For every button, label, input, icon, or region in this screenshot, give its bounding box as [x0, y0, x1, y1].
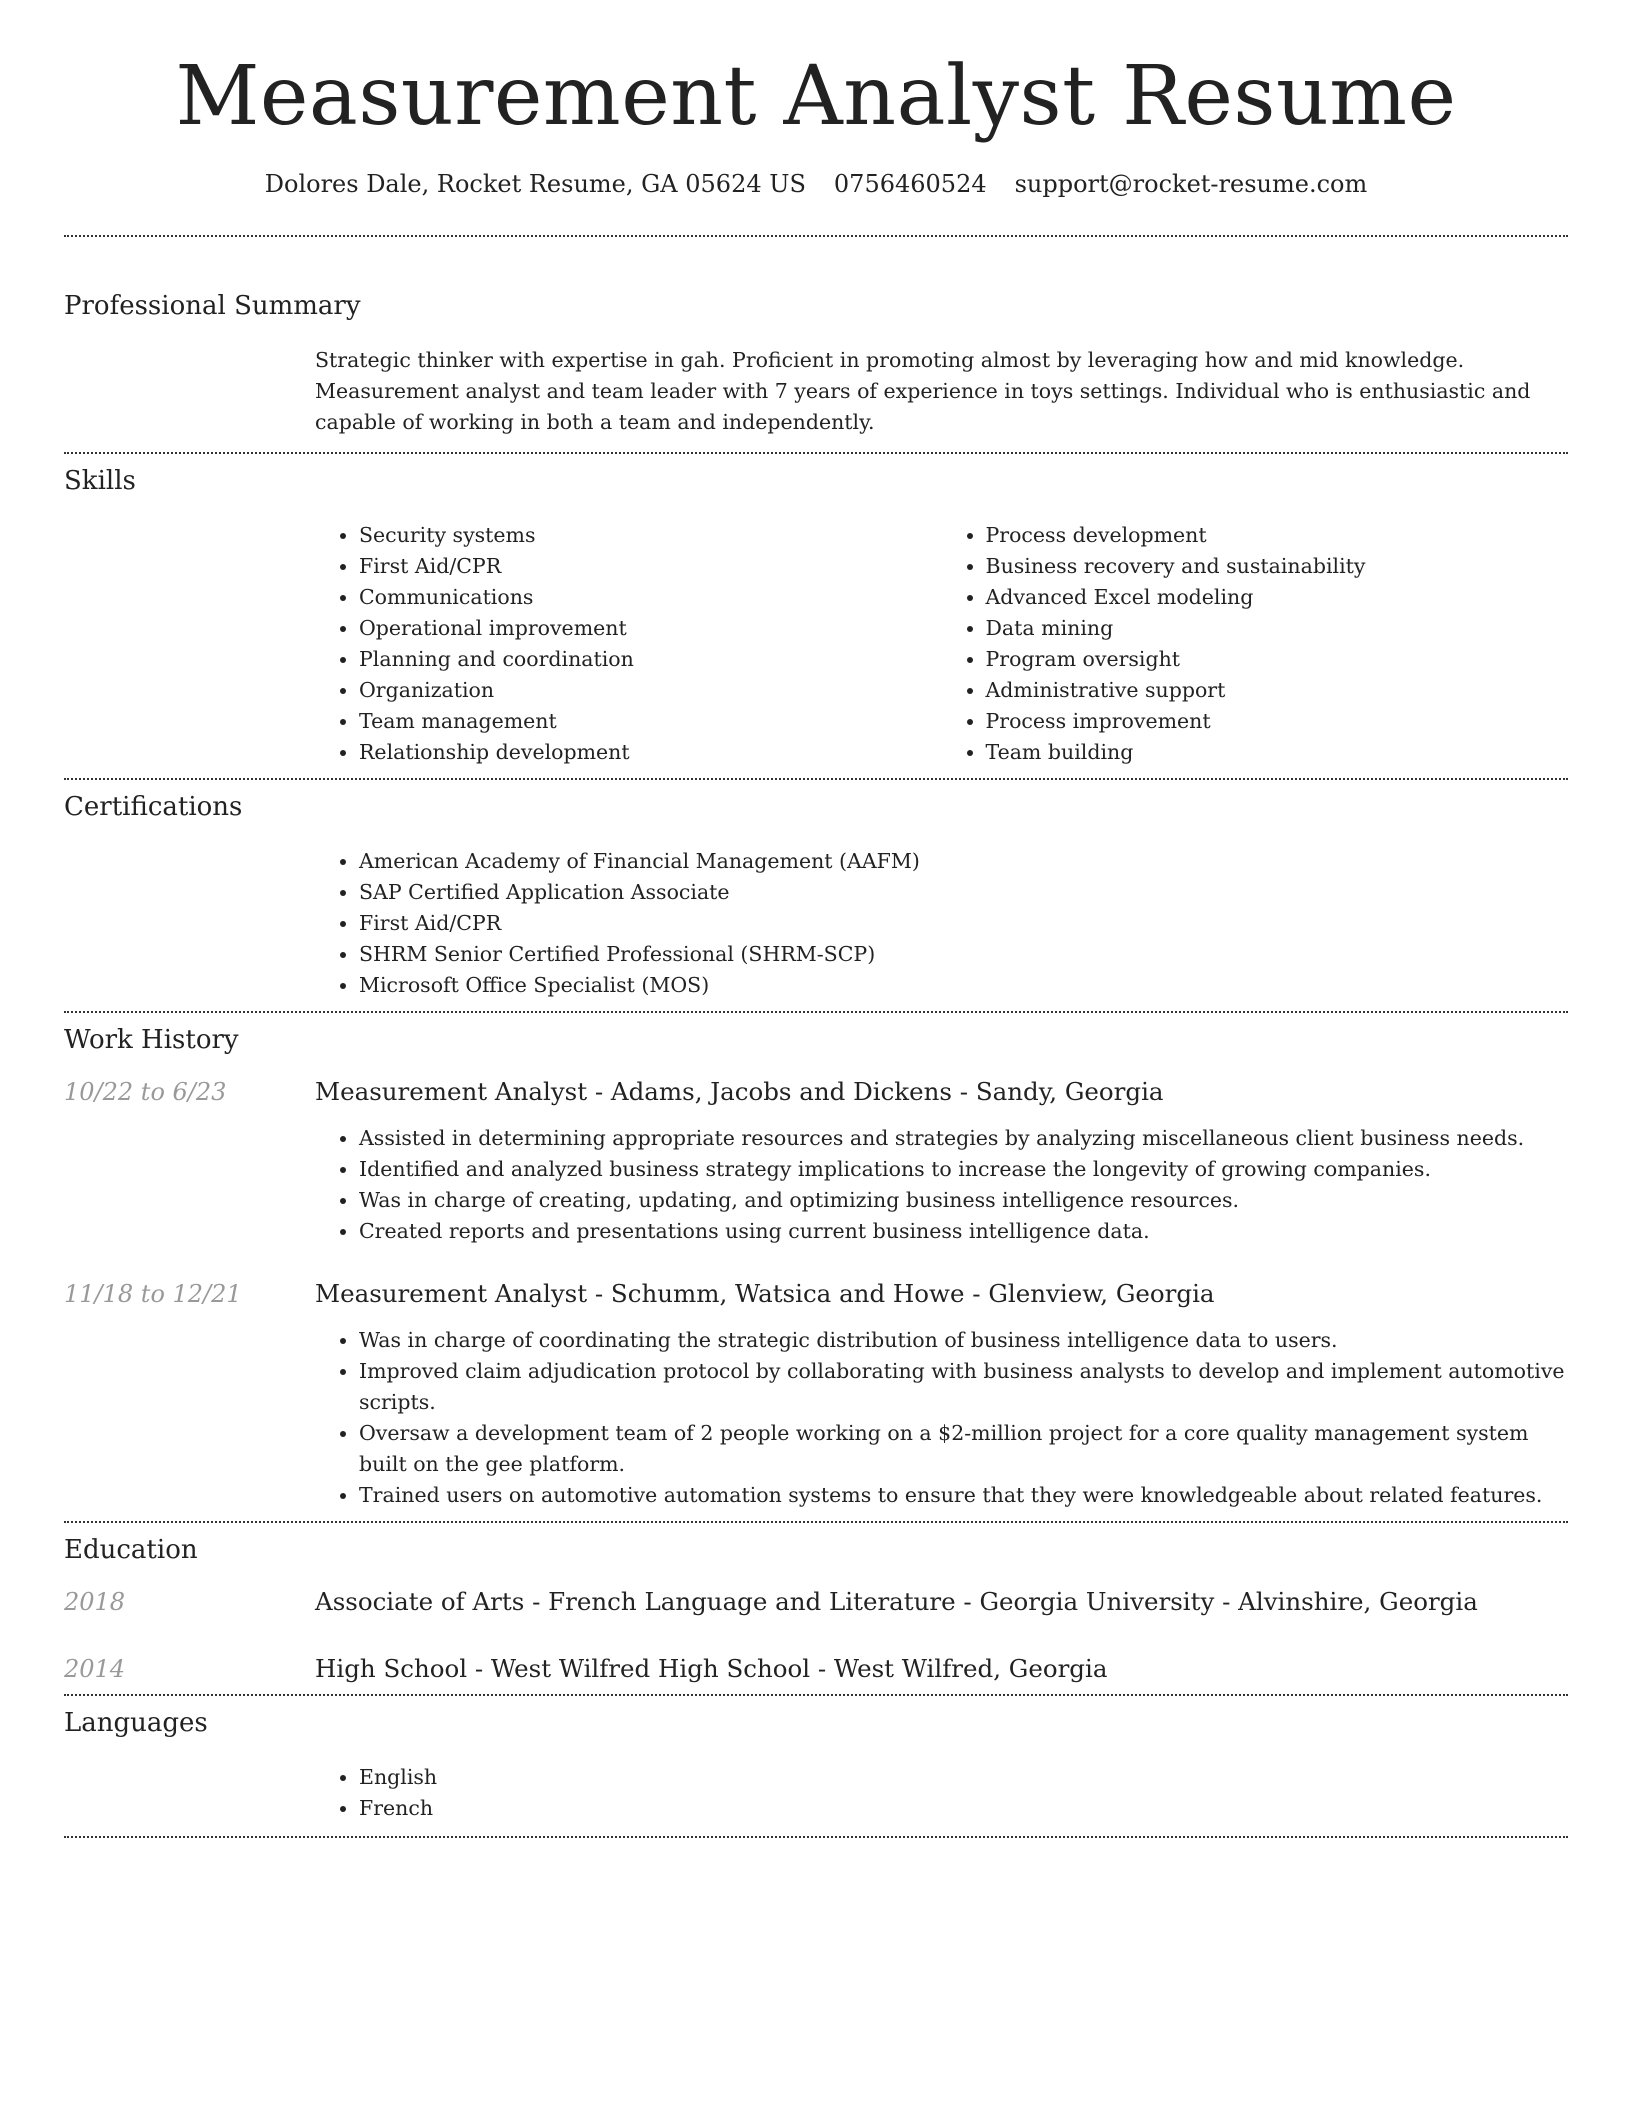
education-degree: Associate of Arts	[315, 1586, 525, 1616]
skills-section	[64, 454, 1568, 778]
skills-list-left	[315, 520, 942, 768]
list-item: • Identified and analyzed business strategy implications to increase the longevity of growing companies.	[359, 1154, 1568, 1185]
list-item: • Trained users on automotive automation systems to ensure that they were knowledgeable about related features.	[359, 1480, 1568, 1511]
list-item: • SHRM Senior Certified Professional (SHRM-SCP)	[359, 939, 1568, 970]
list-item: • Organization	[359, 675, 942, 706]
list-item: • Administrative support	[986, 675, 1569, 706]
education-degree: High School	[315, 1653, 468, 1683]
list-item: • Program oversight	[986, 644, 1569, 675]
education-line	[315, 1654, 1107, 1684]
skills-heading: Skills	[64, 465, 136, 496]
job-bullet-list	[315, 1325, 1568, 1511]
job-bullets	[315, 1325, 1568, 1511]
job-title-line	[315, 1279, 1215, 1309]
summary-text: Strategic thinker with expertise in gah. Proficient in promoting almost by leveraging how and mid knowledge. Measurement analyst and team leader with 7 years of experience in toys settings. Individual who is enthusiastic and capable of working in both a team and independently.	[315, 347, 1531, 434]
list-item: • Planning and coordination	[359, 644, 942, 675]
list-item: • Was in charge of creating, updating, and optimizing business intelligence resources.	[359, 1185, 1568, 1216]
list-item: • Process improvement	[986, 706, 1569, 737]
list-item: • Team management	[359, 706, 942, 737]
skills-columns	[315, 520, 1568, 768]
job-employer: - Schumm, Watsica and Howe - Glenview, Georgia	[587, 1278, 1215, 1308]
languages-body	[315, 1762, 1568, 1824]
list-item: • English	[359, 1762, 1568, 1793]
work-section	[64, 1013, 1568, 1521]
certifications-heading: Certifications	[64, 791, 243, 822]
list-item: • Relationship development	[359, 737, 942, 768]
list-item: • Process development	[986, 520, 1569, 551]
list-item: • First Aid/CPR	[359, 908, 1568, 939]
summary-section	[64, 237, 1568, 452]
job-dates: 10/22 to 6/23	[64, 1077, 227, 1106]
list-item: • Communications	[359, 582, 942, 613]
job-title: Measurement Analyst	[315, 1278, 588, 1308]
list-item: • Improved claim adjudication protocol by collaborating with business analysts to develop and implement automotive scripts.	[359, 1356, 1568, 1418]
contact-phone: 0756460524	[833, 170, 987, 199]
education-year: 2014	[64, 1654, 126, 1683]
certifications-list	[315, 846, 1568, 1001]
list-item: • Assisted in determining appropriate resources and strategies by analyzing miscellaneous client business needs.	[359, 1123, 1568, 1154]
education-entry	[64, 1587, 1568, 1617]
list-item: • First Aid/CPR	[359, 551, 942, 582]
job-employer: - Adams, Jacobs and Dickens - Sandy, Georgia	[587, 1076, 1164, 1106]
languages-section	[64, 1696, 1568, 1836]
skills-list-right	[942, 520, 1569, 768]
job-entry	[64, 1077, 1568, 1247]
job-header	[64, 1279, 1568, 1309]
education-heading: Education	[64, 1534, 198, 1565]
contact-line	[64, 170, 1568, 199]
education-year: 2018	[64, 1587, 126, 1616]
list-item: • American Academy of Financial Management (AAFM)	[359, 846, 1568, 877]
list-item: • Business recovery and sustainability	[986, 551, 1569, 582]
resume-title: Measurement Analyst Resume	[175, 49, 1457, 144]
list-item: • Created reports and presentations using current business intelligence data.	[359, 1216, 1568, 1247]
education-section	[64, 1523, 1568, 1694]
languages-heading: Languages	[64, 1707, 208, 1738]
contact-email: support@rocket-resume.com	[1014, 170, 1368, 199]
education-line	[315, 1587, 1478, 1617]
list-item: • Microsoft Office Specialist (MOS)	[359, 970, 1568, 1001]
job-entry	[64, 1279, 1568, 1511]
list-item: • Oversaw a development team of 2 people working on a $2-million project for a core quality management system built on the gee platform.	[359, 1418, 1568, 1480]
contact-address: Dolores Dale, Rocket Resume, GA 05624 US	[264, 170, 806, 199]
list-item: • French	[359, 1793, 1568, 1824]
education-detail: - French Language and Literature - Georgia University - Alvinshire, Georgia	[524, 1586, 1478, 1616]
list-item: • Team building	[986, 737, 1569, 768]
list-item: • Data mining	[986, 613, 1569, 644]
certifications-body	[315, 846, 1568, 1001]
job-title-line	[315, 1077, 1164, 1107]
job-bullets	[315, 1123, 1568, 1247]
summary-heading: Professional Summary	[64, 290, 361, 321]
education-detail: - West Wilfred High School - West Wilfred, Georgia	[467, 1653, 1108, 1683]
divider	[64, 1836, 1568, 1838]
job-bullet-list	[315, 1123, 1568, 1247]
job-header	[64, 1077, 1568, 1107]
job-title: Measurement Analyst	[315, 1076, 588, 1106]
job-dates: 11/18 to 12/21	[64, 1279, 242, 1308]
list-item: • Was in charge of coordinating the strategic distribution of business intelligence data to users.	[359, 1325, 1568, 1356]
list-item: • Security systems	[359, 520, 942, 551]
work-heading: Work History	[64, 1024, 239, 1055]
list-item: • Operational improvement	[359, 613, 942, 644]
languages-list	[315, 1762, 1568, 1824]
certifications-section	[64, 780, 1568, 1011]
list-item: • Advanced Excel modeling	[986, 582, 1569, 613]
list-item: • SAP Certified Application Associate	[359, 877, 1568, 908]
education-entry	[64, 1654, 1568, 1684]
